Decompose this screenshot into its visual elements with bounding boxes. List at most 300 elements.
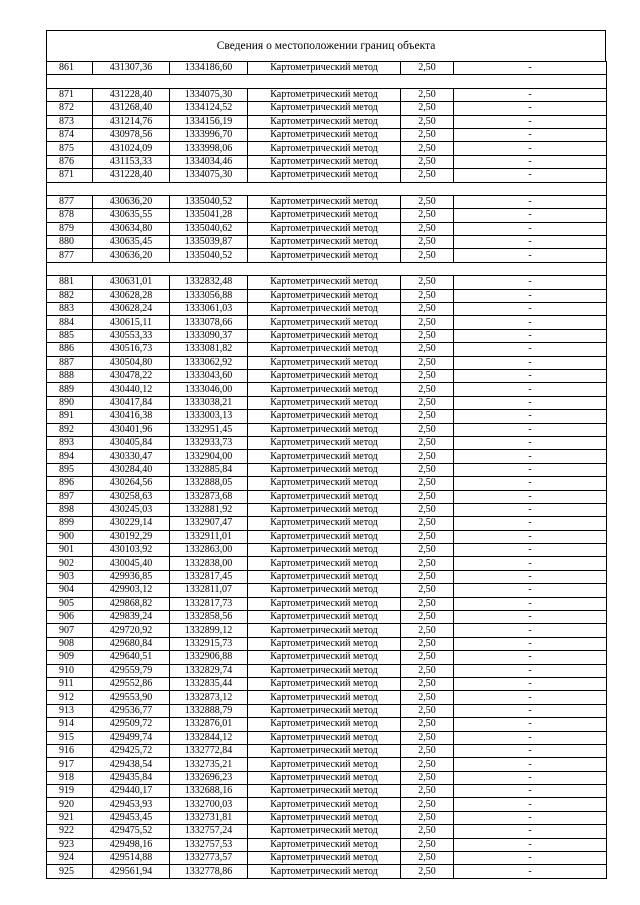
table-row xyxy=(47,677,607,690)
description-cell: - xyxy=(454,651,607,664)
table-row xyxy=(47,423,607,436)
x-coordinate-cell: 430615,11 xyxy=(93,316,170,329)
method-cell: Картометрический метод xyxy=(248,691,401,704)
point-number-cell: 893 xyxy=(47,436,93,449)
point-number-cell: 872 xyxy=(47,102,93,115)
accuracy-cell: 2,50 xyxy=(401,410,454,423)
description-cell: - xyxy=(454,410,607,423)
description-cell: - xyxy=(454,222,607,235)
table-row xyxy=(47,637,607,650)
y-coordinate-cell: 1332832,48 xyxy=(170,276,248,289)
description-cell: - xyxy=(454,825,607,838)
description-cell: - xyxy=(454,128,607,141)
table-row xyxy=(47,771,607,784)
method-cell: Картометрический метод xyxy=(248,744,401,757)
x-coordinate-cell: 430636,20 xyxy=(93,249,170,262)
table-row xyxy=(47,249,607,262)
accuracy-cell: 2,50 xyxy=(401,811,454,824)
table-row xyxy=(47,570,607,583)
accuracy-cell: 2,50 xyxy=(401,503,454,516)
method-cell: Картометрический метод xyxy=(248,102,401,115)
x-coordinate-cell: 429425,72 xyxy=(93,744,170,757)
x-coordinate-cell: 430504,80 xyxy=(93,356,170,369)
table-row xyxy=(47,128,607,141)
accuracy-cell: 2,50 xyxy=(401,597,454,610)
point-number-cell: 924 xyxy=(47,852,93,865)
accuracy-cell: 2,50 xyxy=(401,557,454,570)
description-cell: - xyxy=(454,316,607,329)
point-number-cell: 912 xyxy=(47,691,93,704)
method-cell: Картометрический метод xyxy=(248,169,401,182)
point-number-cell: 884 xyxy=(47,316,93,329)
x-coordinate-cell: 429440,17 xyxy=(93,785,170,798)
x-coordinate-cell: 429475,52 xyxy=(93,825,170,838)
table-row xyxy=(47,811,607,824)
accuracy-cell: 2,50 xyxy=(401,637,454,650)
method-cell: Картометрический метод xyxy=(248,369,401,382)
group-separator-cell xyxy=(47,75,607,88)
method-cell: Картометрический метод xyxy=(248,677,401,690)
point-number-cell: 909 xyxy=(47,651,93,664)
y-coordinate-cell: 1332906,88 xyxy=(170,651,248,664)
y-coordinate-cell: 1332731,81 xyxy=(170,811,248,824)
y-coordinate-cell: 1333078,66 xyxy=(170,316,248,329)
description-cell: - xyxy=(454,530,607,543)
x-coordinate-cell: 429438,54 xyxy=(93,758,170,771)
table-row xyxy=(47,624,607,637)
accuracy-cell: 2,50 xyxy=(401,115,454,128)
description-cell: - xyxy=(454,463,607,476)
table-row xyxy=(47,115,607,128)
page-title: Сведения о местоположении границ объекта xyxy=(46,30,606,61)
description-cell: - xyxy=(454,450,607,463)
y-coordinate-cell: 1332844,12 xyxy=(170,731,248,744)
y-coordinate-cell: 1332873,12 xyxy=(170,691,248,704)
y-coordinate-cell: 1335040,62 xyxy=(170,222,248,235)
point-number-cell: 873 xyxy=(47,115,93,128)
accuracy-cell: 2,50 xyxy=(401,436,454,449)
method-cell: Картометрический метод xyxy=(248,329,401,342)
x-coordinate-cell: 430417,84 xyxy=(93,396,170,409)
description-cell: - xyxy=(454,691,607,704)
accuracy-cell: 2,50 xyxy=(401,611,454,624)
accuracy-cell: 2,50 xyxy=(401,316,454,329)
method-cell: Картометрический метод xyxy=(248,570,401,583)
method-cell: Картометрический метод xyxy=(248,838,401,851)
point-number-cell: 913 xyxy=(47,704,93,717)
x-coordinate-cell: 430045,40 xyxy=(93,557,170,570)
description-cell: - xyxy=(454,865,607,878)
y-coordinate-cell: 1334075,30 xyxy=(170,88,248,101)
accuracy-cell: 2,50 xyxy=(401,584,454,597)
x-coordinate-cell: 430405,84 xyxy=(93,436,170,449)
description-cell: - xyxy=(454,195,607,208)
table-row xyxy=(47,852,607,865)
y-coordinate-cell: 1332773,57 xyxy=(170,852,248,865)
accuracy-cell: 2,50 xyxy=(401,624,454,637)
method-cell: Картометрический метод xyxy=(248,785,401,798)
y-coordinate-cell: 1332863,00 xyxy=(170,544,248,557)
group-separator-cell xyxy=(47,182,607,195)
point-number-cell: 877 xyxy=(47,249,93,262)
accuracy-cell: 2,50 xyxy=(401,865,454,878)
table-row xyxy=(47,557,607,570)
description-cell: - xyxy=(454,343,607,356)
table-row xyxy=(47,731,607,744)
method-cell: Картометрический метод xyxy=(248,142,401,155)
accuracy-cell: 2,50 xyxy=(401,744,454,757)
point-number-cell: 907 xyxy=(47,624,93,637)
point-number-cell: 900 xyxy=(47,530,93,543)
table-row xyxy=(47,276,607,289)
description-cell: - xyxy=(454,276,607,289)
y-coordinate-cell: 1332688,16 xyxy=(170,785,248,798)
description-cell: - xyxy=(454,102,607,115)
point-number-cell: 882 xyxy=(47,289,93,302)
x-coordinate-cell: 430416,38 xyxy=(93,410,170,423)
table-row xyxy=(47,825,607,838)
method-cell: Картометрический метод xyxy=(248,611,401,624)
x-coordinate-cell: 430628,24 xyxy=(93,303,170,316)
x-coordinate-cell: 429640,51 xyxy=(93,651,170,664)
method-cell: Картометрический метод xyxy=(248,249,401,262)
point-number-cell: 902 xyxy=(47,557,93,570)
x-coordinate-cell: 429435,84 xyxy=(93,771,170,784)
boundary-sheet xyxy=(46,30,606,879)
accuracy-cell: 2,50 xyxy=(401,530,454,543)
accuracy-cell: 2,50 xyxy=(401,825,454,838)
accuracy-cell: 2,50 xyxy=(401,343,454,356)
method-cell: Картометрический метод xyxy=(248,450,401,463)
x-coordinate-cell: 431214,76 xyxy=(93,115,170,128)
point-number-cell: 901 xyxy=(47,544,93,557)
table-row xyxy=(47,289,607,302)
description-cell: - xyxy=(454,852,607,865)
point-number-cell: 921 xyxy=(47,811,93,824)
table-row xyxy=(47,356,607,369)
method-cell: Картометрический метод xyxy=(248,62,401,75)
table-row xyxy=(47,798,607,811)
x-coordinate-cell: 429553,90 xyxy=(93,691,170,704)
y-coordinate-cell: 1333062,92 xyxy=(170,356,248,369)
point-number-cell: 871 xyxy=(47,169,93,182)
x-coordinate-cell: 429499,74 xyxy=(93,731,170,744)
x-coordinate-cell: 430284,40 xyxy=(93,463,170,476)
point-number-cell: 892 xyxy=(47,423,93,436)
x-coordinate-cell: 430192,29 xyxy=(93,530,170,543)
accuracy-cell: 2,50 xyxy=(401,236,454,249)
accuracy-cell: 2,50 xyxy=(401,369,454,382)
table-row xyxy=(47,691,607,704)
point-number-cell: 906 xyxy=(47,611,93,624)
x-coordinate-cell: 430103,92 xyxy=(93,544,170,557)
point-number-cell: 915 xyxy=(47,731,93,744)
y-coordinate-cell: 1332772,84 xyxy=(170,744,248,757)
table-row xyxy=(47,530,607,543)
description-cell: - xyxy=(454,811,607,824)
description-cell: - xyxy=(454,798,607,811)
y-coordinate-cell: 1332811,07 xyxy=(170,584,248,597)
accuracy-cell: 2,50 xyxy=(401,731,454,744)
table-row xyxy=(47,209,607,222)
method-cell: Картометрический метод xyxy=(248,490,401,503)
table-row xyxy=(47,865,607,878)
x-coordinate-cell: 429536,77 xyxy=(93,704,170,717)
description-cell: - xyxy=(454,477,607,490)
y-coordinate-cell: 1333081,82 xyxy=(170,343,248,356)
accuracy-cell: 2,50 xyxy=(401,142,454,155)
method-cell: Картометрический метод xyxy=(248,597,401,610)
x-coordinate-cell: 429720,92 xyxy=(93,624,170,637)
accuracy-cell: 2,50 xyxy=(401,303,454,316)
method-cell: Картометрический метод xyxy=(248,530,401,543)
method-cell: Картометрический метод xyxy=(248,811,401,824)
y-coordinate-cell: 1332951,45 xyxy=(170,423,248,436)
x-coordinate-cell: 430631,01 xyxy=(93,276,170,289)
point-number-cell: 922 xyxy=(47,825,93,838)
method-cell: Картометрический метод xyxy=(248,477,401,490)
description-cell: - xyxy=(454,597,607,610)
y-coordinate-cell: 1332933,73 xyxy=(170,436,248,449)
description-cell: - xyxy=(454,624,607,637)
description-cell: - xyxy=(454,544,607,557)
table-row xyxy=(47,744,607,757)
accuracy-cell: 2,50 xyxy=(401,249,454,262)
y-coordinate-cell: 1332888,05 xyxy=(170,477,248,490)
point-number-cell: 886 xyxy=(47,343,93,356)
table-row xyxy=(47,316,607,329)
description-cell: - xyxy=(454,383,607,396)
x-coordinate-cell: 430516,73 xyxy=(93,343,170,356)
point-number-cell: 917 xyxy=(47,758,93,771)
y-coordinate-cell: 1332858,56 xyxy=(170,611,248,624)
table-row xyxy=(47,584,607,597)
description-cell: - xyxy=(454,758,607,771)
y-coordinate-cell: 1335040,52 xyxy=(170,195,248,208)
group-separator-cell xyxy=(47,262,607,275)
description-cell: - xyxy=(454,209,607,222)
table-row xyxy=(47,222,607,235)
y-coordinate-cell: 1333038,21 xyxy=(170,396,248,409)
table-row xyxy=(47,597,607,610)
method-cell: Картометрический метод xyxy=(248,383,401,396)
y-coordinate-cell: 1335040,52 xyxy=(170,249,248,262)
description-cell: - xyxy=(454,517,607,530)
point-number-cell: 883 xyxy=(47,303,93,316)
x-coordinate-cell: 430330,47 xyxy=(93,450,170,463)
point-number-cell: 903 xyxy=(47,570,93,583)
x-coordinate-cell: 431307,36 xyxy=(93,62,170,75)
accuracy-cell: 2,50 xyxy=(401,195,454,208)
table-row xyxy=(47,718,607,731)
point-number-cell: 879 xyxy=(47,222,93,235)
x-coordinate-cell: 429552,86 xyxy=(93,677,170,690)
x-coordinate-cell: 429453,93 xyxy=(93,798,170,811)
table-row xyxy=(47,758,607,771)
method-cell: Картометрический метод xyxy=(248,195,401,208)
table-row xyxy=(47,383,607,396)
accuracy-cell: 2,50 xyxy=(401,852,454,865)
group-separator-row xyxy=(47,182,607,195)
y-coordinate-cell: 1332907,47 xyxy=(170,517,248,530)
accuracy-cell: 2,50 xyxy=(401,155,454,168)
point-number-cell: 894 xyxy=(47,450,93,463)
method-cell: Картометрический метод xyxy=(248,423,401,436)
method-cell: Картометрический метод xyxy=(248,637,401,650)
point-number-cell: 904 xyxy=(47,584,93,597)
accuracy-cell: 2,50 xyxy=(401,704,454,717)
description-cell: - xyxy=(454,396,607,409)
y-coordinate-cell: 1332735,21 xyxy=(170,758,248,771)
method-cell: Картометрический метод xyxy=(248,544,401,557)
description-cell: - xyxy=(454,369,607,382)
method-cell: Картометрический метод xyxy=(248,865,401,878)
y-coordinate-cell: 1332838,00 xyxy=(170,557,248,570)
accuracy-cell: 2,50 xyxy=(401,356,454,369)
point-number-cell: 918 xyxy=(47,771,93,784)
method-cell: Картометрический метод xyxy=(248,852,401,865)
accuracy-cell: 2,50 xyxy=(401,222,454,235)
method-cell: Картометрический метод xyxy=(248,758,401,771)
table-row xyxy=(47,236,607,249)
y-coordinate-cell: 1332915,73 xyxy=(170,637,248,650)
accuracy-cell: 2,50 xyxy=(401,169,454,182)
x-coordinate-cell: 429903,12 xyxy=(93,584,170,597)
y-coordinate-cell: 1335041,28 xyxy=(170,209,248,222)
y-coordinate-cell: 1332778,86 xyxy=(170,865,248,878)
description-cell: - xyxy=(454,236,607,249)
group-separator-row xyxy=(47,75,607,88)
y-coordinate-cell: 1332873,68 xyxy=(170,490,248,503)
y-coordinate-cell: 1332888,79 xyxy=(170,704,248,717)
x-coordinate-cell: 429498,16 xyxy=(93,838,170,851)
accuracy-cell: 2,50 xyxy=(401,798,454,811)
description-cell: - xyxy=(454,664,607,677)
x-coordinate-cell: 430635,45 xyxy=(93,236,170,249)
table-row xyxy=(47,169,607,182)
x-coordinate-cell: 430264,56 xyxy=(93,477,170,490)
description-cell: - xyxy=(454,677,607,690)
y-coordinate-cell: 1333056,88 xyxy=(170,289,248,302)
point-number-cell: 885 xyxy=(47,329,93,342)
method-cell: Картометрический метод xyxy=(248,664,401,677)
accuracy-cell: 2,50 xyxy=(401,88,454,101)
point-number-cell: 891 xyxy=(47,410,93,423)
point-number-cell: 875 xyxy=(47,142,93,155)
y-coordinate-cell: 1332817,45 xyxy=(170,570,248,583)
table-row xyxy=(47,396,607,409)
description-cell: - xyxy=(454,62,607,75)
point-number-cell: 887 xyxy=(47,356,93,369)
table-row xyxy=(47,517,607,530)
description-cell: - xyxy=(454,289,607,302)
method-cell: Картометрический метод xyxy=(248,356,401,369)
x-coordinate-cell: 429868,82 xyxy=(93,597,170,610)
description-cell: - xyxy=(454,584,607,597)
description-cell: - xyxy=(454,718,607,731)
table-row xyxy=(47,102,607,115)
description-cell: - xyxy=(454,557,607,570)
x-coordinate-cell: 430553,33 xyxy=(93,329,170,342)
accuracy-cell: 2,50 xyxy=(401,651,454,664)
accuracy-cell: 2,50 xyxy=(401,490,454,503)
x-coordinate-cell: 430634,80 xyxy=(93,222,170,235)
table-row xyxy=(47,785,607,798)
point-number-cell: 898 xyxy=(47,503,93,516)
point-number-cell: 861 xyxy=(47,62,93,75)
table-row xyxy=(47,142,607,155)
method-cell: Картометрический метод xyxy=(248,584,401,597)
method-cell: Картометрический метод xyxy=(248,825,401,838)
point-number-cell: 877 xyxy=(47,195,93,208)
y-coordinate-cell: 1333090,37 xyxy=(170,329,248,342)
description-cell: - xyxy=(454,570,607,583)
y-coordinate-cell: 1332835,44 xyxy=(170,677,248,690)
table-row xyxy=(47,450,607,463)
x-coordinate-cell: 430636,20 xyxy=(93,195,170,208)
accuracy-cell: 2,50 xyxy=(401,771,454,784)
x-coordinate-cell: 430440,12 xyxy=(93,383,170,396)
method-cell: Картометрический метод xyxy=(248,463,401,476)
x-coordinate-cell: 431268,40 xyxy=(93,102,170,115)
x-coordinate-cell: 430978,56 xyxy=(93,128,170,141)
y-coordinate-cell: 1333061,03 xyxy=(170,303,248,316)
y-coordinate-cell: 1333046,00 xyxy=(170,383,248,396)
y-coordinate-cell: 1333996,70 xyxy=(170,128,248,141)
y-coordinate-cell: 1334156,19 xyxy=(170,115,248,128)
y-coordinate-cell: 1334124,52 xyxy=(170,102,248,115)
accuracy-cell: 2,50 xyxy=(401,838,454,851)
method-cell: Картометрический метод xyxy=(248,798,401,811)
table-row xyxy=(47,195,607,208)
method-cell: Картометрический метод xyxy=(248,517,401,530)
method-cell: Картометрический метод xyxy=(248,303,401,316)
method-cell: Картометрический метод xyxy=(248,731,401,744)
description-cell: - xyxy=(454,436,607,449)
accuracy-cell: 2,50 xyxy=(401,209,454,222)
accuracy-cell: 2,50 xyxy=(401,396,454,409)
point-number-cell: 910 xyxy=(47,664,93,677)
method-cell: Картометрический метод xyxy=(248,128,401,141)
description-cell: - xyxy=(454,731,607,744)
accuracy-cell: 2,50 xyxy=(401,691,454,704)
description-cell: - xyxy=(454,249,607,262)
point-number-cell: 897 xyxy=(47,490,93,503)
y-coordinate-cell: 1333043,60 xyxy=(170,369,248,382)
group-separator-row xyxy=(47,262,607,275)
x-coordinate-cell: 430635,55 xyxy=(93,209,170,222)
y-coordinate-cell: 1334075,30 xyxy=(170,169,248,182)
method-cell: Картометрический метод xyxy=(248,651,401,664)
method-cell: Картометрический метод xyxy=(248,236,401,249)
point-number-cell: 889 xyxy=(47,383,93,396)
x-coordinate-cell: 430401,96 xyxy=(93,423,170,436)
description-cell: - xyxy=(454,356,607,369)
accuracy-cell: 2,50 xyxy=(401,477,454,490)
table-row xyxy=(47,544,607,557)
x-coordinate-cell: 430258,63 xyxy=(93,490,170,503)
table-row xyxy=(47,155,607,168)
y-coordinate-cell: 1334186,60 xyxy=(170,62,248,75)
method-cell: Картометрический метод xyxy=(248,222,401,235)
description-cell: - xyxy=(454,115,607,128)
method-cell: Картометрический метод xyxy=(248,503,401,516)
accuracy-cell: 2,50 xyxy=(401,758,454,771)
accuracy-cell: 2,50 xyxy=(401,62,454,75)
point-number-cell: 895 xyxy=(47,463,93,476)
table-row xyxy=(47,611,607,624)
description-cell: - xyxy=(454,88,607,101)
